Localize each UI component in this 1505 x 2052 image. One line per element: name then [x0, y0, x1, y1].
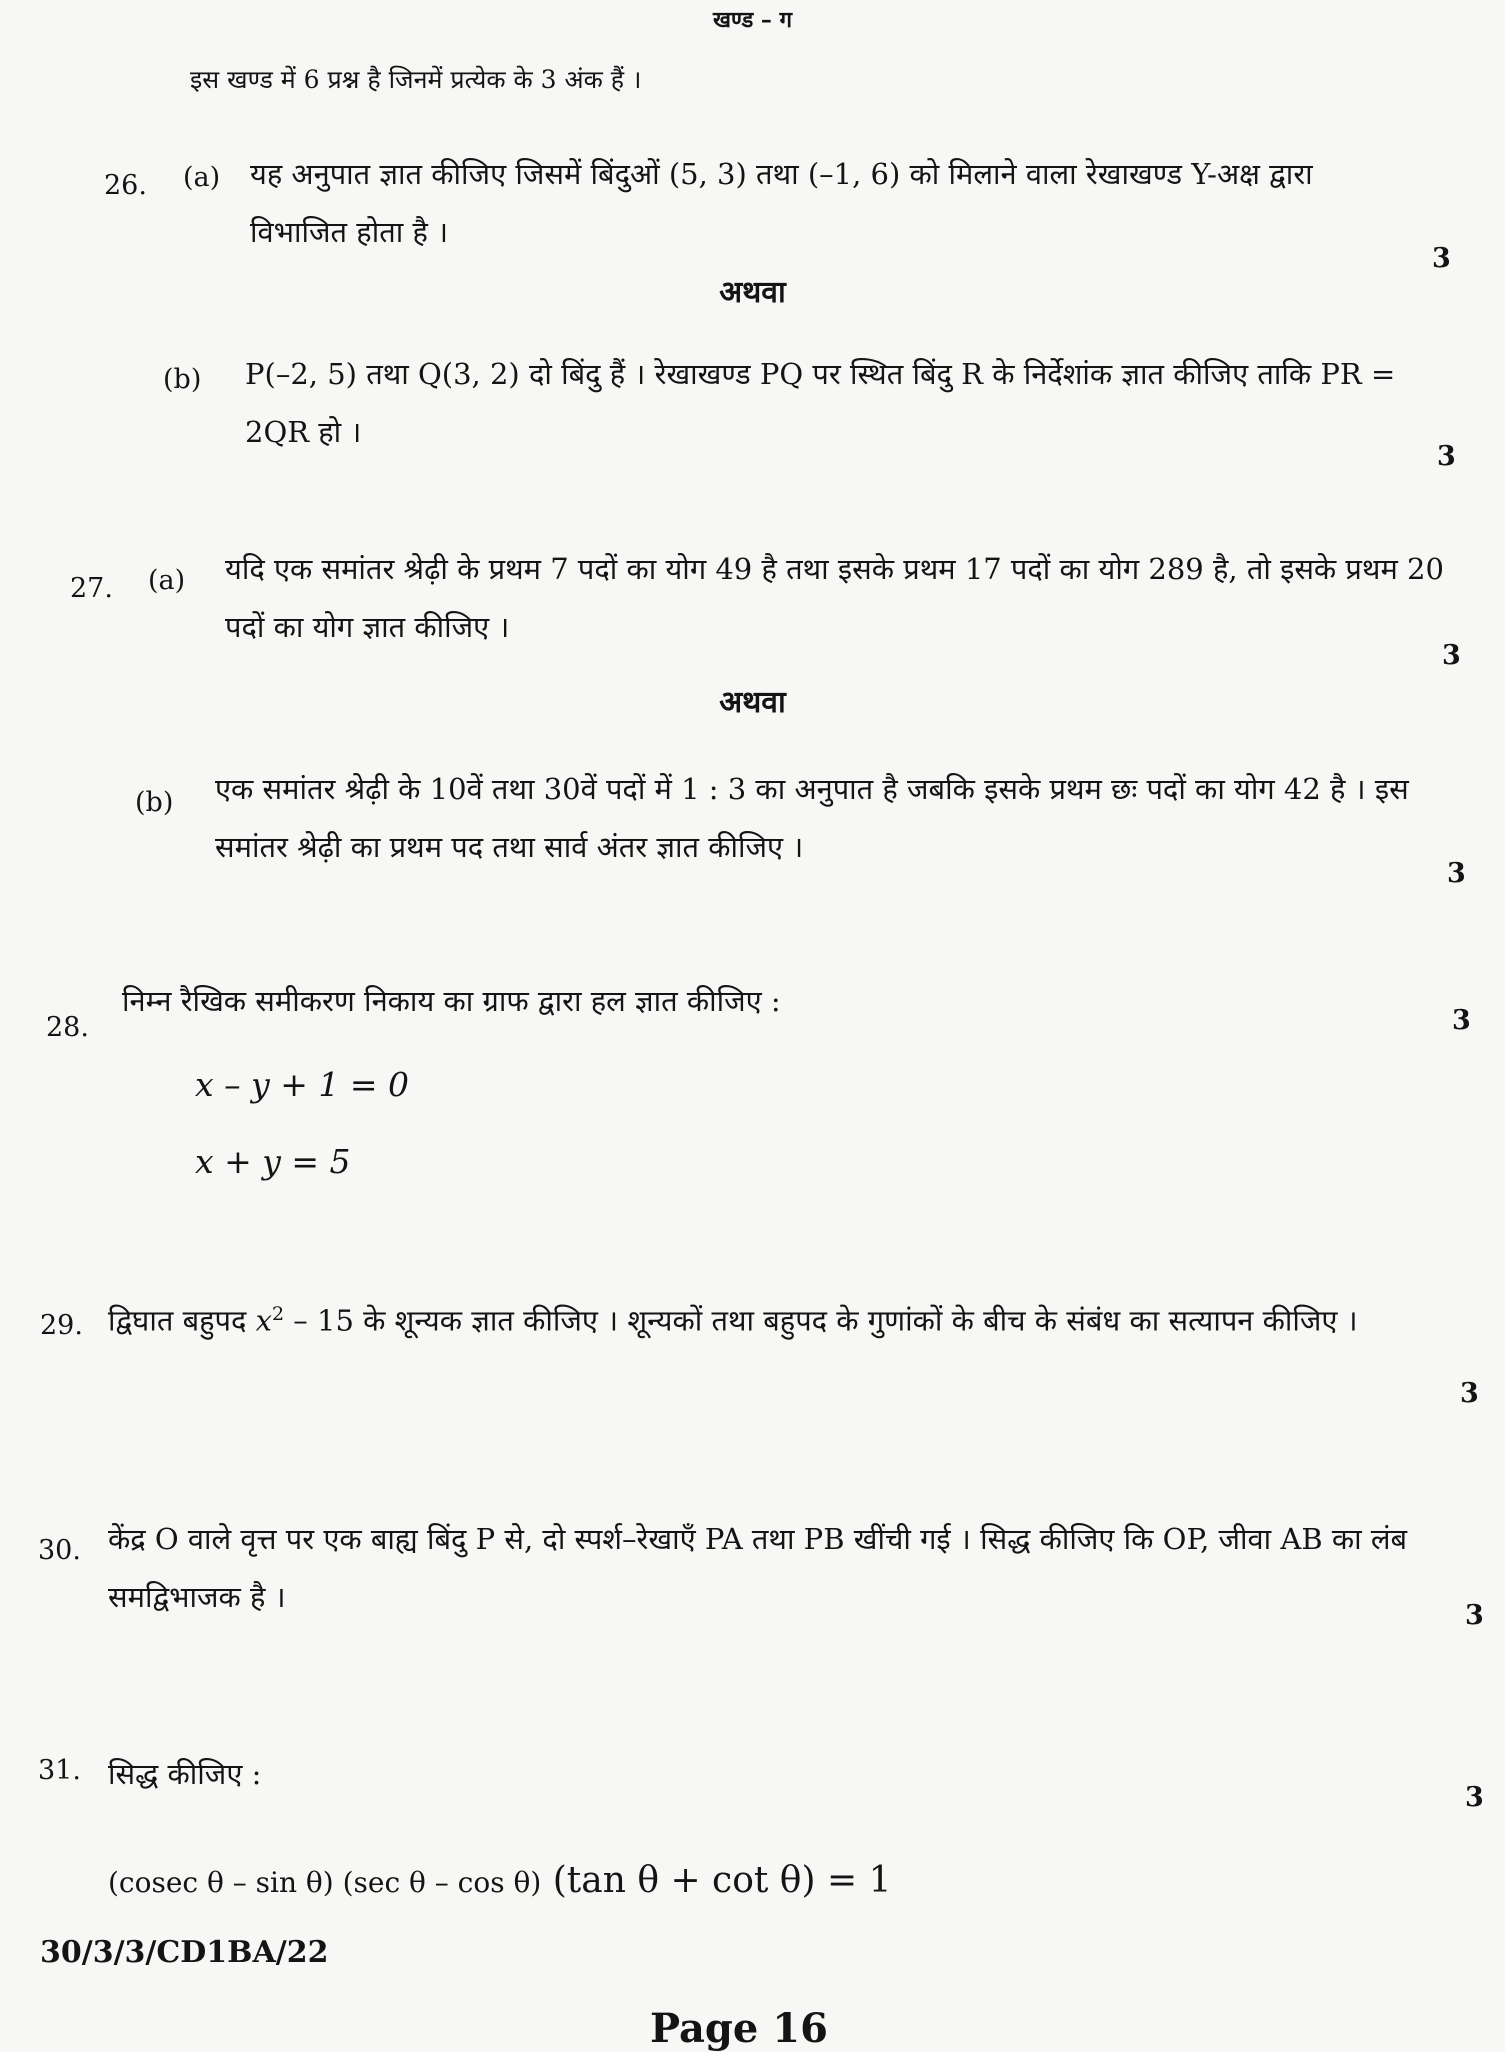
question-text: केंद्र O वाले वृत्त पर एक बाह्य बिंदु P से, दो स्पर्श–रेखाएँ PA तथा PB खींची गई । सिद्ध कीजिए कि OP, जीवा AB का लंब समद्विभाजक है । — [108, 1522, 1408, 1614]
marks: 3 — [1465, 1600, 1484, 1631]
question-text: यह अनुपात ज्ञात कीजिए जिसमें बिंदुओं (5, 3) तथा (–1, 6) को मिलाने वाला रेखाखण्ड Y-अक्ष द्वारा विभाजित होता है । — [250, 157, 1313, 249]
question-number: 31. — [38, 1755, 81, 1786]
question-number: 27. — [70, 573, 113, 604]
section-instruction: इस खण्ड में 6 प्रश्न है जिनमें प्रत्येक के 3 अंक हैं । — [190, 65, 642, 94]
or-separator: अथवा — [719, 275, 786, 310]
question-text-part: के शून्यक ज्ञात कीजिए । शून्यकों तथा बहुपद के गुणांकों के बीच के संबंध का सत्यापन कीजिए । — [353, 1303, 1358, 1338]
part-label: (a) — [183, 162, 221, 193]
section-title: खण्ड – ग — [713, 7, 792, 33]
paper-code: 30/3/3/CD1BA/22 — [40, 1935, 329, 1970]
question-number: 30. — [38, 1535, 81, 1566]
equation-part: (tan θ + cot θ) = 1 — [541, 1860, 892, 1901]
question-text: P(–2, 5) तथा Q(3, 2) दो बिंदु हैं । रेखाखण्ड PQ पर स्थित बिंदु R के निर्देशांक ज्ञात कीजिए ताकि PR = 2QR हो । — [245, 357, 1396, 449]
marks: 3 — [1465, 1782, 1484, 1813]
math-variable: x — [255, 1303, 272, 1338]
marks: 3 — [1442, 640, 1461, 671]
marks: 3 — [1447, 858, 1466, 889]
marks: 3 — [1460, 1378, 1479, 1409]
math-constant: – 15 — [284, 1303, 354, 1338]
question-text: सिद्ध कीजिए : — [108, 1757, 262, 1791]
question-number: 28. — [46, 1012, 89, 1043]
question-text — [108, 1285, 1453, 1350]
part-label: (a) — [148, 565, 186, 596]
equation-2: x + y = 5 — [195, 1142, 351, 1181]
marks: 3 — [1452, 1005, 1471, 1036]
question-text: निम्न रैखिक समीकरण निकाय का ग्राफ द्वारा हल ज्ञात कीजिए : — [122, 984, 781, 1018]
equation-part: (cosec θ – sin θ) (sec θ – cos θ) — [108, 1866, 542, 1899]
question-number: 29. — [40, 1310, 83, 1341]
question-text-part: द्विघात बहुपद — [108, 1303, 256, 1338]
question-number: 26. — [104, 170, 147, 201]
part-label: (b) — [163, 364, 202, 395]
or-separator: अथवा — [719, 685, 786, 720]
part-label: (b) — [135, 787, 174, 818]
equation-1: x – y + 1 = 0 — [195, 1065, 409, 1104]
marks: 3 — [1432, 243, 1451, 274]
page-number: Page 16 — [650, 2005, 828, 2052]
math-exponent: 2 — [272, 1303, 285, 1325]
identity-equation — [108, 1860, 891, 1901]
question-text: यदि एक समांतर श्रेढ़ी के प्रथम 7 पदों का योग 49 है तथा इसके प्रथम 17 पदों का योग 289 है, तो इसके प्रथम 20 पदों का योग ज्ञात कीजिए । — [225, 552, 1444, 644]
marks: 3 — [1437, 441, 1456, 472]
question-text: एक समांतर श्रेढ़ी के 10वें तथा 30वें पदों में 1 : 3 का अनुपात है जबकि इसके प्रथम छः पदों का योग 42 है । इस समांतर श्रेढ़ी का प्रथम पद तथा सार्व अंतर ज्ञात कीजिए । — [215, 772, 1409, 864]
